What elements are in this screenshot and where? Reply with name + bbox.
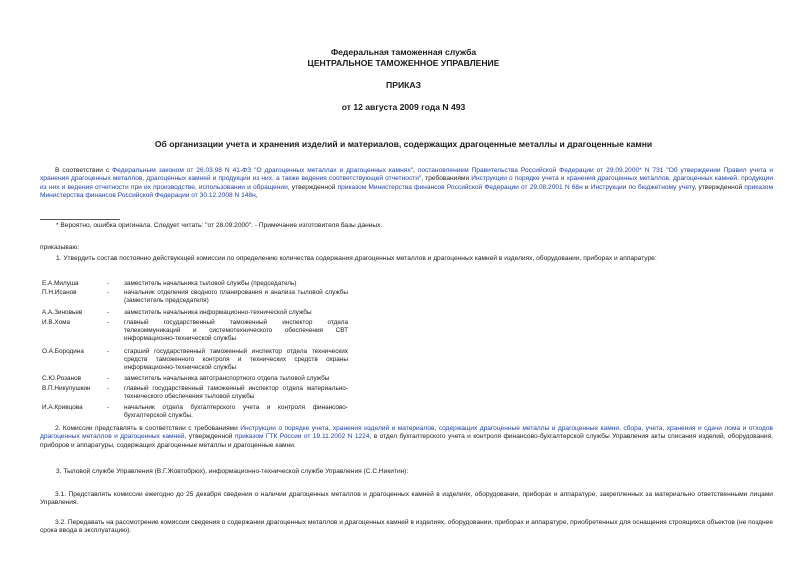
member-dash: - (107, 348, 110, 355)
member-dash: - (107, 319, 110, 326)
item-2-text: , в отдел бухгалтерского учета и контроля финансово-бухгалтерской службы Управления акты списания изделий, оборудования, приборов и аппаратуры, содержащих драгоценные металлы и драгоценные камни. (40, 433, 773, 449)
instruction-link[interactable]: Инструкции о порядке учета и хранения драгоценных металлов, драгоценных камней, продукции из них и ведения отчетности при их производстве, использовании и обращении (40, 175, 773, 191)
budget-accounting-link[interactable]: Инструкции по бюджетному учету (590, 183, 695, 191)
member-dash: - (107, 385, 110, 392)
item-2 (40, 425, 773, 450)
item-2-text: , утвержденной (184, 433, 235, 441)
member-position: заместитель начальника автотранспортного отдела тыловой службы (124, 375, 330, 382)
member-name: В.П.Никулушкин (42, 385, 91, 392)
preamble-text: В соответствии с (55, 167, 113, 174)
item-1: 1. Утвердить состав постоянно действующей комиссии по определению количества содержания драгоценных металлов и драгоценных камней в изделиях, оборудовании, приборах и аппаратуре: (56, 255, 657, 262)
member-position: старший государственный таможенный инспектор отдела технических средств таможенного контроля и технических средств охраны информационно-технической службы (124, 348, 348, 371)
member-position: заместитель начальника тыловой службы (председатель) (124, 280, 297, 287)
item-3: 3. Тыловой службе Управления (В.Г.Жовтобрюх), информационно-технической службе Управления (С.С.Никитин): (56, 468, 409, 475)
federal-law-link[interactable]: Федеральным законом от 26.03.98 N 41-ФЗ "О драгоценных металлах и драгоценных камнях" (112, 167, 413, 174)
document-title: Об организации учета и хранения изделий и материалов, содержащих драгоценные металлы и драгоценные камни (154, 139, 653, 149)
member-position: начальник отдела бухгалтерского учета и контроля финансово-бухгалтерской службы. (124, 404, 348, 419)
member-dash: - (107, 309, 110, 316)
member-name: П.Н.Исанов (42, 289, 77, 296)
member-position: заместитель начальника информационно-технической службы (124, 309, 312, 316)
member-dash: - (107, 404, 110, 411)
government-decree-link[interactable]: постановлением Правительства Российской Федерации от 29.09.2000* N 731 "Об утверждении Правил учета и хранения драгоценных металлов, драгоценных камней и продукции из них, а также ведения соответствующей отчетности" (40, 167, 774, 183)
member-name: О.А.Бородина (42, 348, 84, 355)
order-word: приказываю: (40, 244, 80, 251)
preamble-text: , (255, 192, 258, 200)
member-position: главный государственный таможенный инспектор отдела телекоммуникаций и системотехнического обеспечения СВТ информационно-технической службы (124, 319, 348, 342)
member-dash: - (107, 280, 110, 287)
gtk-order-1224-link[interactable]: приказом ГТК России от 19.11.2002 N 1224 (234, 433, 370, 441)
member-name: И.В.Хома (42, 319, 71, 326)
member-name: А.А.Зиновьев (42, 309, 83, 316)
minfin-order-68n-link[interactable]: приказом Министерства финансов Российской Федерации от 29.08.2001 N 68н (337, 183, 583, 191)
member-name: Е.А.Милуша (42, 280, 79, 287)
agency-name: Федеральная таможенная служба (330, 47, 477, 57)
minfin-order-148n-link[interactable]: приказом Министерства финансов Российской Федерации от 30.12.2008 N 148н (40, 183, 773, 200)
member-position: главный государственный таможенный инспектор отдела материально-технического обеспечения тыловой службы (124, 385, 348, 400)
item-3-2: 3.2. Передавать на рассмотрение комиссии сведения о содержании драгоценных металлов и драгоценных камней в изделиях, оборудовании, приборах и аппаратуре, приобретенных для оснащения строящихся объектов (не позднее срока ввода в эксплуатацию). (40, 519, 773, 535)
preamble-text: , (412, 167, 418, 174)
member-name: С.Ю.Розанов (42, 375, 82, 382)
member-dash: - (107, 289, 110, 296)
preamble-text: и (582, 183, 591, 191)
footnote: * Вероятно, ошибка оригинала. Следует читать: "от 28.09.2000". - Примечание изготовителя базы данных. (56, 222, 383, 229)
item-3-1: 3.1. Представлять комиссии ежегодно до 25 декабря сведения о наличии драгоценных металлов и драгоценных камней в изделиях, оборудовании, приборах и аппаратуре, закрепленных за материально ответственными лицами Управления. (40, 491, 773, 507)
document-type: ПРИКАЗ (386, 80, 421, 90)
department-name: ЦЕНТРАЛЬНОЕ ТАМОЖЕННОЕ УПРАВЛЕНИЕ (307, 58, 500, 68)
member-name: И.А.Кривцова (42, 404, 83, 411)
preamble-paragraph (40, 167, 773, 201)
preamble-text: , утвержденной (287, 183, 338, 191)
document-date: от 12 августа 2009 года N 493 (341, 102, 466, 112)
footnote-divider (40, 219, 120, 220)
item-2-text: 2. Комиссии представлять в соответствии с требованиями (55, 425, 241, 432)
member-dash: - (107, 375, 110, 382)
preamble-text: , утвержденной (694, 183, 745, 191)
preamble-text: , требованиями (421, 175, 472, 183)
member-position: начальник отделения сводного планирования и анализа тыловой службы (заместитель председателя) (124, 289, 348, 304)
gtk-instruction-link[interactable]: Инструкции о порядке учета, хранения изделий и материалов, содержащих драгоценные металлы и драгоценные камни, сбора, учета, хранения и сдачи лома и отходов драгоценных металлов и драгоценных камней (40, 425, 773, 441)
